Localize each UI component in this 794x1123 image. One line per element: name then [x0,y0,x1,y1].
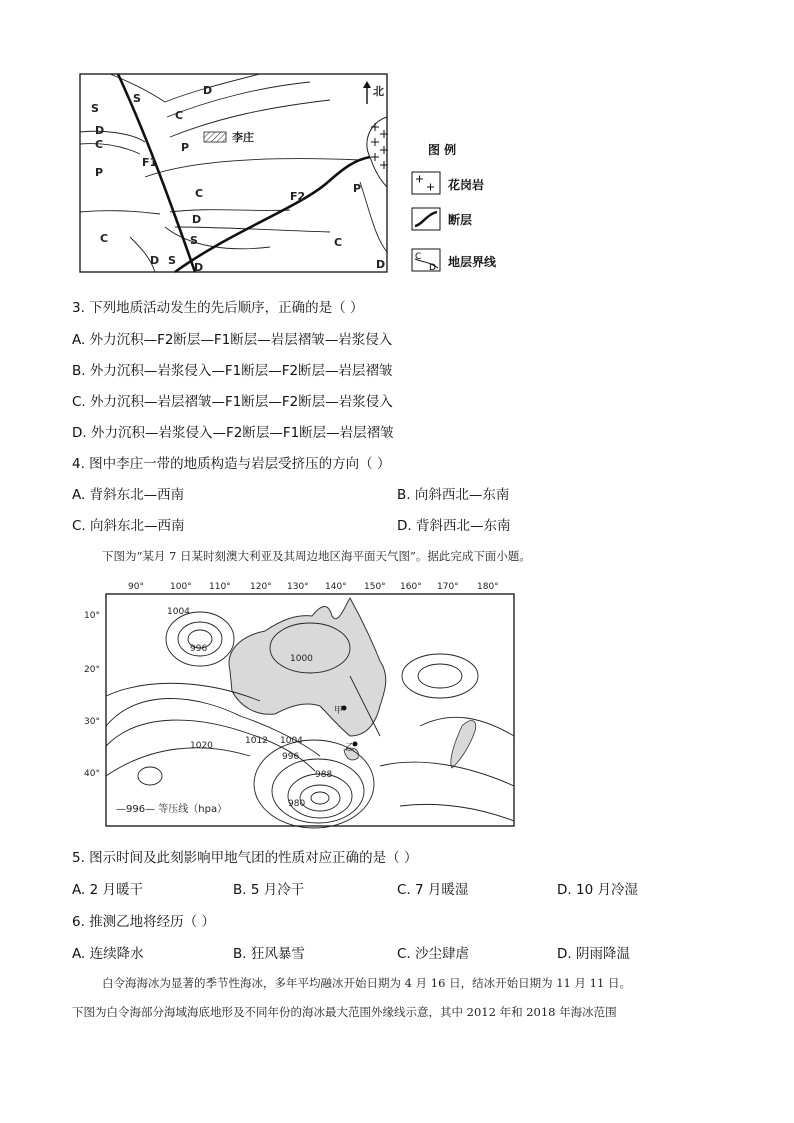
longitude-label: 150° [364,582,386,592]
q6-stem: 6. 推测乙地将经历（ ） [72,914,215,930]
strata-label: D [376,258,386,271]
legend-boundary-top: C [415,252,422,262]
q3-option-a: A. 外力沉积—F2断层—F1断层—岩层褶皱—岩浆侵入 [72,332,393,348]
longitude-label: 160° [400,582,422,592]
strata-label: S [133,92,141,105]
q4-option-c: C. 向斜东北—西南 [72,518,185,534]
legend-title: 图 例 [428,143,457,157]
isobar-label: 1000 [290,654,313,664]
latitude-label: 40° [84,769,100,779]
longitude-label: 170° [437,582,459,592]
longitude-label: 140° [325,582,347,592]
q3-option-b: B. 外力沉积—岩浆侵入—F1断层—F2断层—岩层褶皱 [72,363,393,379]
geologic-map [70,62,510,277]
q5-option-c: C. 7 月暖湿 [397,882,469,898]
north-label: 北 [373,85,384,98]
strata-label: P [95,166,104,179]
q5-stem: 5. 图示时间及此刻影响甲地气团的性质对应正确的是（ ） [72,850,418,866]
fault-label-f2: F2 [290,190,306,203]
q3-option-c: C. 外力沉积—岩层褶皱—F1断层—F2断层—岩浆侵入 [72,394,393,410]
place-yi-label: 乙 [345,743,355,753]
fault-label-f1: F1 [142,156,158,169]
q5-option-b: B. 5 月冷干 [233,882,305,898]
place-jia-label: 甲 [334,706,344,716]
longitude-label: 110° [209,582,231,592]
legend-boundary: 地层界线 [448,255,497,269]
q3-option-d: D. 外力沉积—岩浆侵入—F2断层—F1断层—岩层褶皱 [72,425,394,441]
strata-label: C [195,187,204,200]
strata-label: C [95,138,104,151]
q6-option-c: C. 沙尘肆虐 [397,946,470,962]
q4-option-b: B. 向斜西北—东南 [397,487,510,503]
weather-map-legend: —996— 等压线（hpa） [116,804,228,815]
strata-label: D [194,261,204,274]
legend-granite: 花岗岩 [448,178,485,192]
strata-label: S [190,234,198,247]
isobar-label: 1020 [190,741,213,751]
strata-label: P [181,141,190,154]
q3-stem: 3. 下列地质活动发生的先后顺序，正确的是（ ） [72,300,364,316]
isobar-label: 988 [315,770,333,780]
latitude-label: 30° [84,717,100,727]
isobar-label: 996 [190,644,208,654]
fault-f2 [175,157,370,272]
weather-intro: 下图为“某月 7 日某时刻澳大利亚及其周边地区海平面天气图”。据此完成下面小题。 [102,549,531,563]
legend-fault: 断层 [448,213,473,227]
strata-label: S [91,102,99,115]
isobar-label: 996 [282,752,300,762]
latitude-label: 20° [84,665,100,675]
q6-option-b: B. 狂风暴雪 [233,946,305,962]
strata-label: D [150,254,160,267]
strata-label: S [168,254,176,267]
isobar-label: 1004 [280,736,303,746]
longitude-label: 180° [477,582,499,592]
bering-intro-line2: 下图为白令海部分海域海底地形及不同年份的海冰最大范围外缘线示意，其中 2012 年和 2018 年海冰范围 [72,1005,617,1019]
bering-intro-line1: 白令海海冰为显著的季节性海冰，多年平均融冰开始日期为 4 月 16 日，结冰开始日期为 11 月 11 日。 [102,976,631,990]
strata-label: C [175,109,184,122]
isobar-label: 980 [288,799,306,809]
q5-option-a: A. 2 月暖干 [72,882,143,898]
q4-option-d: D. 背斜西北—东南 [397,518,511,534]
isobar-label: 1012 [245,736,268,746]
granite-icon [416,176,434,191]
legend-boundary-bottom: D [429,263,436,273]
australia-landmass [229,598,386,736]
strata-label: C [334,236,343,249]
longitude-label: 100° [170,582,192,592]
fault-icon [415,212,437,226]
q4-option-a: A. 背斜东北—西南 [72,487,185,503]
longitude-label: 120° [250,582,272,592]
q6-option-d: D. 阴雨降温 [557,946,630,962]
q4-stem: 4. 图中李庄一带的地质构造与岩层受挤压的方向（ ） [72,456,391,472]
q5-option-d: D. 10 月冷湿 [557,882,638,898]
longitude-label: 130° [287,582,309,592]
strata-label: P [353,182,362,195]
latitude-label: 10° [84,611,100,621]
village-label: 李庄 [232,131,254,144]
strata-label: D [95,124,105,137]
strata-label: D [203,84,213,97]
strata-label: C [100,232,109,245]
longitude-label: 90° [128,582,144,592]
isobar-label: 1004 [167,607,190,617]
weather-map [80,576,520,831]
strata-label: D [192,213,202,226]
q6-option-a: A. 连续降水 [72,946,144,962]
